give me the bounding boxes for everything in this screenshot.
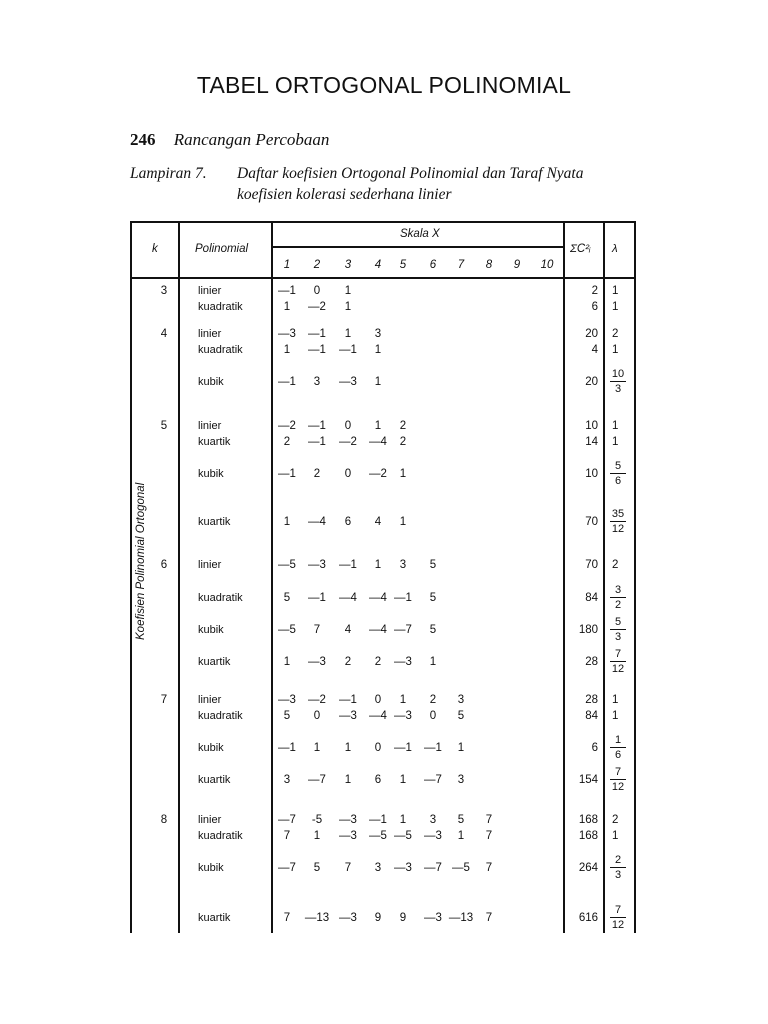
coefficient-cell: 1 (374, 344, 382, 356)
coefficient-cell: —7 (424, 774, 442, 786)
coefficient-cell: —1 (278, 468, 296, 480)
coefficient-cell: —3 (424, 830, 442, 842)
polynomial-label: linier (198, 694, 222, 706)
coefficient-cell: —5 (278, 559, 296, 571)
page-header (130, 130, 329, 150)
coefficient-cell: —4 (308, 516, 326, 528)
sum-c-squared: 4 (591, 344, 598, 356)
coefficient-cell: —3 (394, 862, 412, 874)
coefficient-cell: 0 (429, 710, 437, 722)
coefficient-cell: 4 (344, 624, 352, 636)
lambda-denominator: 2 (614, 599, 622, 611)
coefficient-cell: —3 (278, 694, 296, 706)
coefficient-cell: 5 (283, 710, 291, 722)
sum-c-squared: 84 (585, 710, 598, 722)
coefficient-cell: 3 (457, 694, 465, 706)
lambda-fraction (610, 460, 626, 487)
polynomial-label: kuartik (198, 912, 231, 924)
coefficient-cell: —3 (278, 328, 296, 340)
side-label: Koefisien Polinomial Ortogonal (135, 482, 147, 640)
coefficient-cell: —1 (369, 814, 387, 826)
coefficient-cell: —1 (308, 328, 326, 340)
coefficient-cell: —2 (278, 420, 296, 432)
lambda-value: 2 (612, 559, 619, 571)
fraction-bar (610, 917, 626, 918)
coefficient-cell: —1 (308, 344, 326, 356)
coefficient-cell: 1 (457, 830, 465, 842)
polynomial-label: kuartik (198, 774, 231, 786)
scale-header-8: 8 (485, 259, 493, 271)
polynomial-label: kubik (198, 376, 224, 388)
lambda-value: 1 (612, 344, 619, 356)
sum-c-squared: 2 (591, 285, 598, 297)
coefficient-cell: —3 (339, 376, 357, 388)
table-divider-scale (563, 221, 565, 933)
polynomial-label: kuartik (198, 516, 231, 528)
lambda-value: 1 (612, 285, 619, 297)
scale-header-6: 6 (429, 259, 437, 271)
coefficient-cell: —2 (339, 436, 357, 448)
lambda-value: 1 (612, 710, 619, 722)
coefficient-cell: —1 (339, 344, 357, 356)
coefficient-cell: —7 (278, 862, 296, 874)
coefficient-cell: —1 (424, 742, 442, 754)
fraction-bar (610, 597, 626, 598)
polynomial-label: kuartik (198, 436, 231, 448)
coefficient-cell: 7 (283, 912, 291, 924)
coefficient-cell: —4 (369, 436, 387, 448)
page-number: 246 (130, 130, 156, 149)
lambda-denominator: 3 (614, 869, 622, 881)
lambda-denominator: 6 (614, 749, 622, 761)
coefficient-cell: —1 (308, 436, 326, 448)
coefficient-cell: —3 (424, 912, 442, 924)
polynomial-label: kuadratik (198, 830, 243, 842)
coefficient-cell: 1 (344, 774, 352, 786)
lambda-fraction (610, 508, 626, 535)
lambda-value: 1 (612, 694, 619, 706)
coefficient-cell: 1 (344, 742, 352, 754)
lambda-denominator: 6 (614, 475, 622, 487)
coefficient-cell: —1 (278, 285, 296, 297)
coefficient-cell: —3 (308, 559, 326, 571)
coefficient-cell: —3 (394, 656, 412, 668)
coefficient-cell: 1 (313, 742, 321, 754)
coefficient-cell: -5 (311, 814, 323, 826)
caption-text: Daftar koefisien Ortogonal Polinomial dan Taraf Nyata koefisien kolerasi sederhana linier (237, 165, 584, 203)
scale-header-4: 4 (374, 259, 382, 271)
fraction-bar (610, 661, 626, 662)
coefficient-cell: 0 (313, 285, 321, 297)
coefficient-cell: 0 (374, 742, 382, 754)
header-lambda: λ (612, 243, 618, 255)
scale-header-1: 1 (283, 259, 291, 271)
polynomial-label: kuadratik (198, 592, 243, 604)
coefficient-cell: —1 (394, 592, 412, 604)
sum-c-squared: 168 (578, 830, 598, 842)
lambda-value: 2 (612, 328, 619, 340)
coefficient-cell: 1 (283, 656, 291, 668)
book-title: Rancangan Percobaan (173, 130, 330, 149)
coefficient-cell: 0 (344, 468, 352, 480)
lambda-numerator: 2 (614, 854, 622, 866)
lambda-numerator: 5 (614, 616, 622, 628)
sum-c-squared: 28 (585, 656, 598, 668)
coefficient-cell: 7 (485, 830, 493, 842)
coefficient-cell: 7 (485, 912, 493, 924)
coefficient-cell: —3 (339, 830, 357, 842)
coefficient-cell: 3 (457, 774, 465, 786)
coefficient-cell: —13 (448, 912, 474, 924)
coefficient-cell: —7 (278, 814, 296, 826)
coefficient-cell: —13 (304, 912, 330, 924)
polynomial-label: kubik (198, 468, 224, 480)
table-divider-poly (271, 221, 273, 933)
lambda-numerator: 35 (611, 508, 625, 520)
coefficient-cell: 1 (344, 285, 352, 297)
fraction-bar (610, 779, 626, 780)
coefficient-cell: 1 (399, 468, 407, 480)
coefficient-cell: 2 (399, 420, 407, 432)
scale-header-5: 5 (399, 259, 407, 271)
sum-c-squared: 6 (591, 301, 598, 313)
coefficient-cell: —2 (308, 301, 326, 313)
sum-c-squared: 154 (578, 774, 598, 786)
coefficient-cell: 5 (457, 814, 465, 826)
group-k-value: 3 (160, 285, 168, 297)
lambda-numerator: 7 (614, 904, 622, 916)
coefficient-cell: 7 (283, 830, 291, 842)
coefficient-cell: 7 (485, 814, 493, 826)
coefficient-cell: 9 (399, 912, 407, 924)
lambda-fraction (610, 854, 626, 881)
polynomial-label: kuadratik (198, 301, 243, 313)
lambda-value: 1 (612, 830, 619, 842)
header-sum-c: ΣC²ᵢ (570, 243, 591, 255)
polynomial-label: linier (198, 559, 222, 571)
coefficient-cell: 2 (399, 436, 407, 448)
lambda-value: 1 (612, 301, 619, 313)
lambda-denominator: 12 (611, 523, 625, 535)
polynomial-label: kubik (198, 624, 224, 636)
coefficient-cell: 7 (485, 862, 493, 874)
scale-header-10: 10 (540, 259, 554, 271)
lambda-fraction (610, 734, 626, 761)
coefficient-cell: —1 (394, 742, 412, 754)
sum-c-squared: 20 (585, 328, 598, 340)
coefficient-cell: —1 (278, 742, 296, 754)
fraction-bar (610, 381, 626, 382)
coefficient-cell: 2 (374, 656, 382, 668)
header-k: k (152, 243, 158, 255)
document-title: TABEL ORTOGONAL POLINOMIAL (196, 72, 572, 98)
polynomial-label: kuadratik (198, 710, 243, 722)
fraction-bar (610, 473, 626, 474)
lambda-denominator: 12 (611, 919, 625, 931)
polynomial-label: linier (198, 285, 222, 297)
table-rule-scale (273, 246, 563, 248)
coefficient-cell: 1 (344, 301, 352, 313)
scale-header-3: 3 (344, 259, 352, 271)
table-rule-header (130, 277, 636, 279)
coefficient-cell: 1 (399, 516, 407, 528)
coefficient-cell: —5 (452, 862, 470, 874)
coefficient-cell: 6 (344, 516, 352, 528)
sum-c-squared: 6 (591, 742, 598, 754)
coefficient-cell: —5 (278, 624, 296, 636)
coefficient-cell: 1 (457, 742, 465, 754)
lambda-numerator: 5 (614, 460, 622, 472)
group-k-value: 6 (160, 559, 168, 571)
coefficient-cell: —2 (308, 694, 326, 706)
lambda-value: 1 (612, 420, 619, 432)
coefficient-cell: 7 (344, 862, 352, 874)
lambda-fraction (610, 368, 626, 395)
coefficient-cell: 1 (374, 559, 382, 571)
lambda-numerator: 10 (611, 368, 625, 380)
sum-c-squared: 70 (585, 516, 598, 528)
sum-c-squared: 180 (578, 624, 598, 636)
group-k-value: 5 (160, 420, 168, 432)
coefficient-cell: —4 (369, 710, 387, 722)
coefficient-cell: —1 (339, 694, 357, 706)
coefficient-cell: —3 (339, 912, 357, 924)
coefficient-cell: 0 (374, 694, 382, 706)
table-divider-k (178, 221, 180, 933)
coefficient-cell: 2 (283, 436, 291, 448)
header-polinomial: Polinomial (195, 243, 249, 255)
polynomial-label: linier (198, 328, 222, 340)
polynomial-label: kubik (198, 742, 224, 754)
coefficient-cell: 0 (344, 420, 352, 432)
coefficient-cell: —4 (339, 592, 357, 604)
group-k-value: 4 (160, 328, 168, 340)
sum-c-squared: 20 (585, 376, 598, 388)
sum-c-squared: 616 (578, 912, 598, 924)
coefficient-cell: 9 (374, 912, 382, 924)
coefficient-cell: 1 (283, 516, 291, 528)
coefficient-cell: —1 (308, 420, 326, 432)
coefficient-cell: —3 (394, 710, 412, 722)
lambda-numerator: 1 (614, 734, 622, 746)
coefficient-cell: 7 (313, 624, 321, 636)
coefficient-cell: —3 (339, 814, 357, 826)
lambda-value: 2 (612, 814, 619, 826)
lambda-denominator: 3 (614, 383, 622, 395)
polynomial-label: kubik (198, 862, 224, 874)
polynomial-label: kuadratik (198, 344, 243, 356)
coefficient-cell: —3 (308, 656, 326, 668)
sum-c-squared: 168 (578, 814, 598, 826)
coefficient-cell: —2 (369, 468, 387, 480)
coefficient-cell: 1 (429, 656, 437, 668)
caption-label: Lampiran 7. (130, 165, 207, 182)
sum-c-squared: 28 (585, 694, 598, 706)
sum-c-squared: 84 (585, 592, 598, 604)
coefficient-cell: —1 (308, 592, 326, 604)
lambda-fraction (610, 904, 626, 931)
coefficient-cell: 1 (399, 774, 407, 786)
coefficient-cell: —4 (369, 624, 387, 636)
coefficient-cell: 5 (429, 592, 437, 604)
fraction-bar (610, 521, 626, 522)
coefficient-cell: 1 (399, 694, 407, 706)
coefficient-cell: 1 (374, 420, 382, 432)
coefficient-cell: —5 (394, 830, 412, 842)
coefficient-cell: —1 (278, 376, 296, 388)
lambda-denominator: 12 (611, 663, 625, 675)
sum-c-squared: 14 (585, 436, 598, 448)
coefficient-cell: 3 (374, 862, 382, 874)
scale-header-9: 9 (513, 259, 521, 271)
coefficient-cell: —7 (308, 774, 326, 786)
lambda-fraction (610, 616, 626, 643)
coefficient-cell: 1 (344, 328, 352, 340)
coefficient-cell: —7 (424, 862, 442, 874)
coefficient-cell: 3 (313, 376, 321, 388)
lambda-denominator: 12 (611, 781, 625, 793)
coefficient-cell: 3 (429, 814, 437, 826)
coefficient-cell: 5 (457, 710, 465, 722)
header-skala-x: Skala X (400, 228, 440, 240)
coefficient-cell: 4 (374, 516, 382, 528)
coefficient-cell: 0 (313, 710, 321, 722)
coefficient-cell: —1 (339, 559, 357, 571)
sum-c-squared: 10 (585, 468, 598, 480)
scale-header-2: 2 (313, 259, 321, 271)
coefficient-cell: 5 (283, 592, 291, 604)
lambda-fraction (610, 766, 626, 793)
coefficient-cell: —4 (369, 592, 387, 604)
group-k-value: 8 (160, 814, 168, 826)
coefficient-cell: 1 (374, 376, 382, 388)
polynomial-label: kuartik (198, 656, 231, 668)
coefficient-cell: 2 (429, 694, 437, 706)
coefficient-cell: 1 (313, 830, 321, 842)
fraction-bar (610, 747, 626, 748)
coefficient-cell: 5 (429, 559, 437, 571)
polynomial-label: linier (198, 814, 222, 826)
coefficient-cell: 1 (283, 301, 291, 313)
lambda-fraction (610, 584, 626, 611)
coefficient-cell: 1 (283, 344, 291, 356)
coefficient-cell: 5 (313, 862, 321, 874)
sum-c-squared: 264 (578, 862, 598, 874)
fraction-bar (610, 629, 626, 630)
coefficient-cell: 3 (283, 774, 291, 786)
coefficient-cell: —7 (394, 624, 412, 636)
coefficient-cell: 3 (374, 328, 382, 340)
lambda-numerator: 3 (614, 584, 622, 596)
coefficient-cell: 2 (344, 656, 352, 668)
coefficient-cell: 5 (429, 624, 437, 636)
fraction-bar (610, 867, 626, 868)
coefficient-cell: 1 (399, 814, 407, 826)
coefficient-cell: 3 (399, 559, 407, 571)
lambda-denominator: 3 (614, 631, 622, 643)
coefficient-cell: 2 (313, 468, 321, 480)
table-divider-sum (603, 221, 605, 933)
coefficient-cell: —3 (339, 710, 357, 722)
lambda-fraction (610, 648, 626, 675)
scale-header-7: 7 (457, 259, 465, 271)
lambda-value: 1 (612, 436, 619, 448)
polynomial-label: linier (198, 420, 222, 432)
sum-c-squared: 70 (585, 559, 598, 571)
lambda-numerator: 7 (614, 648, 622, 660)
sum-c-squared: 10 (585, 420, 598, 432)
coefficient-cell: 6 (374, 774, 382, 786)
group-k-value: 7 (160, 694, 168, 706)
coefficient-cell: —5 (369, 830, 387, 842)
lambda-numerator: 7 (614, 766, 622, 778)
